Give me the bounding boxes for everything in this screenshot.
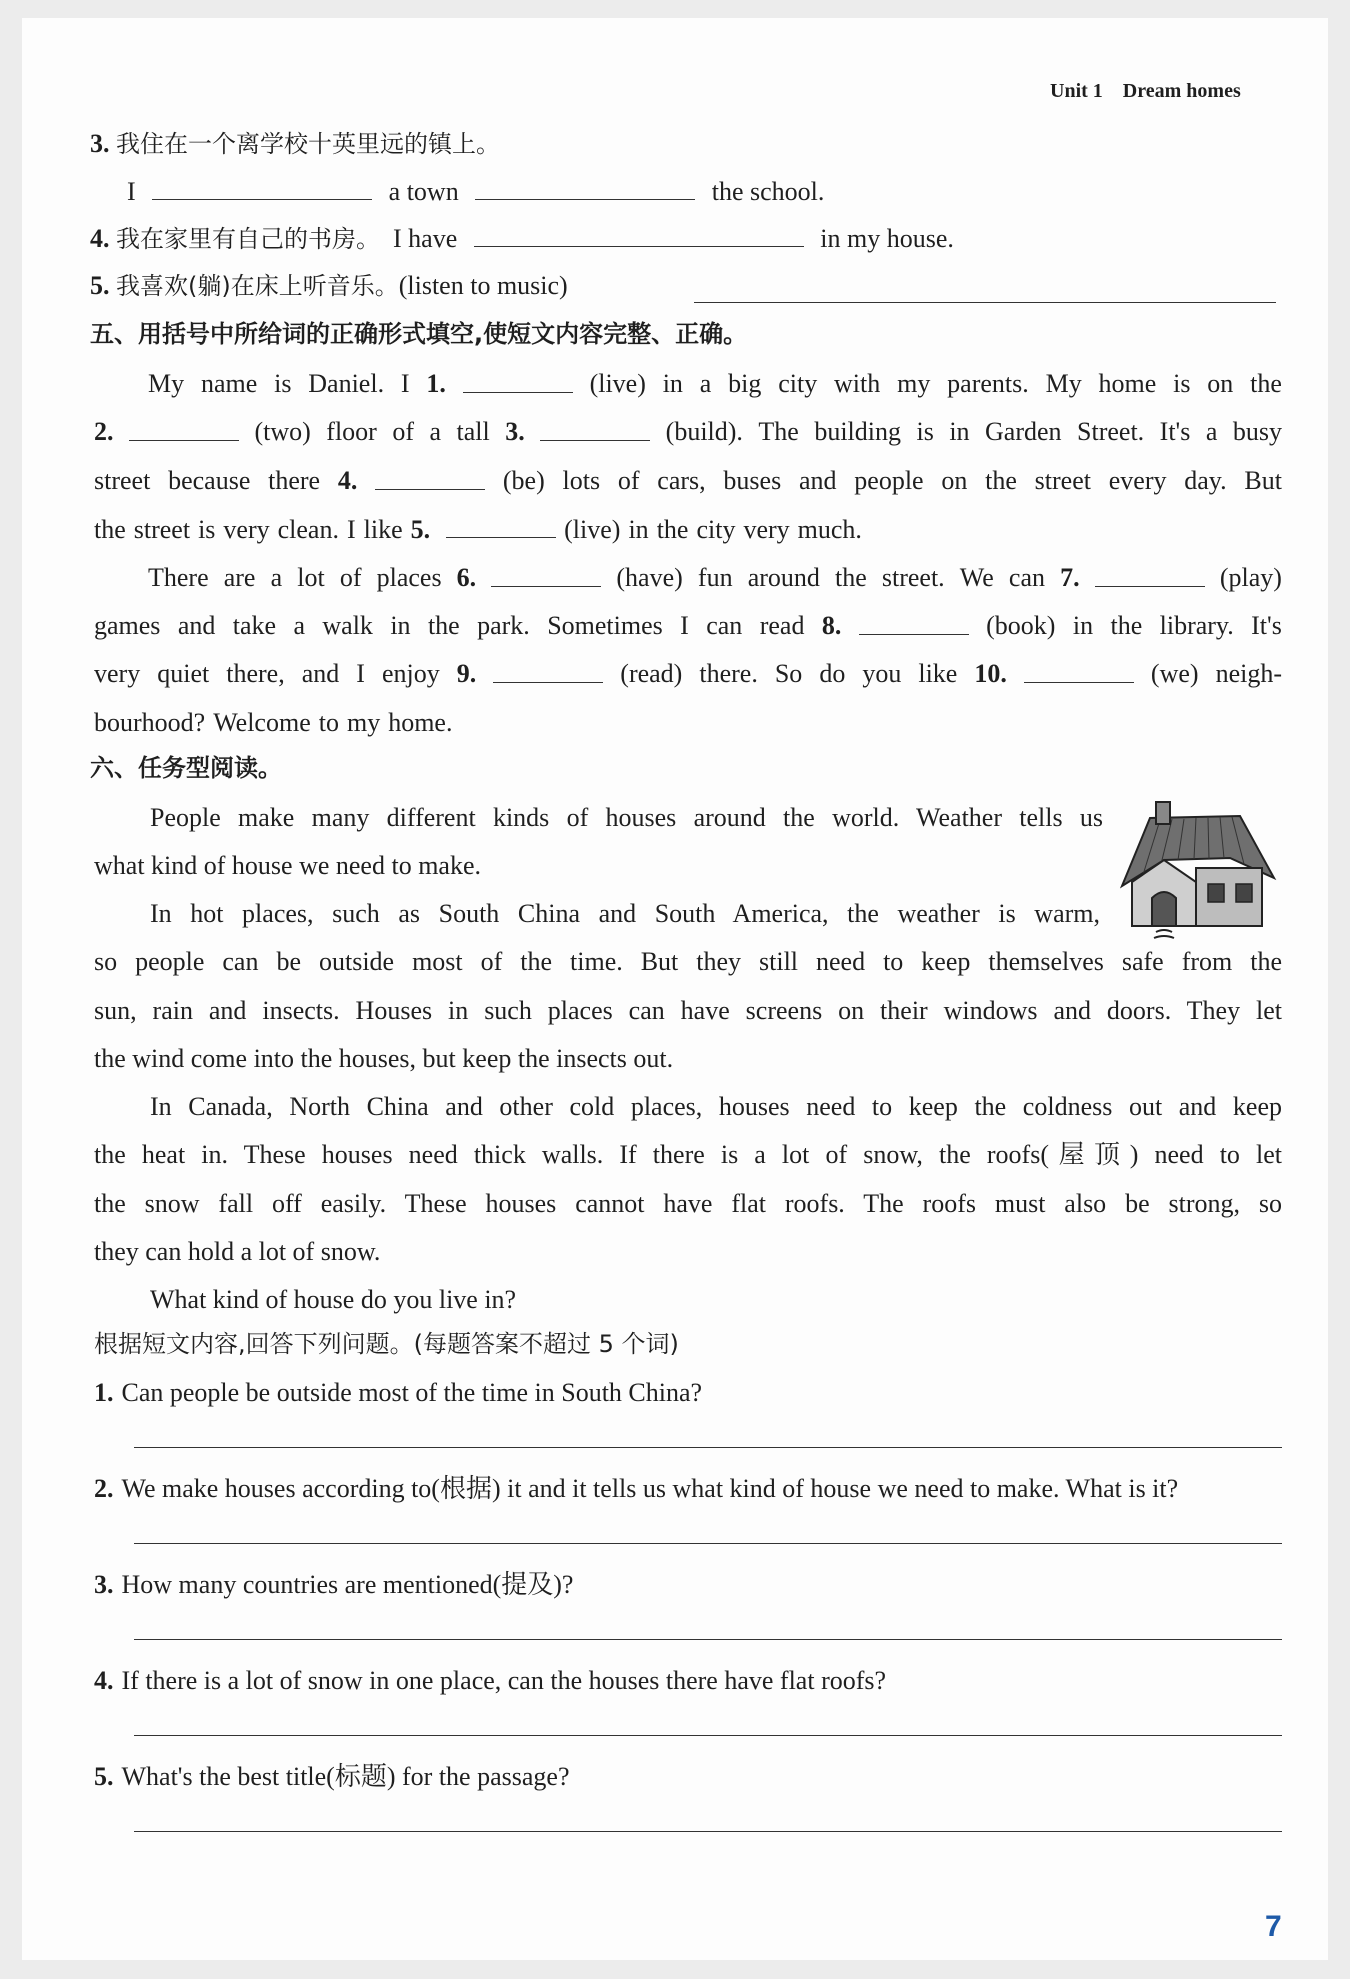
answer-line[interactable] bbox=[134, 1447, 1282, 1448]
word: in bbox=[1072, 611, 1094, 640]
word: in bbox=[949, 417, 970, 446]
reading-line: the snow fall off easily. These houses cannot have flat roofs. The roofs must also be strong, so bbox=[94, 1189, 1282, 1218]
translation-q3: 3. 我住在一个离学校十英里远的镇上。 bbox=[90, 129, 500, 158]
word: park. bbox=[477, 611, 530, 640]
word: tall bbox=[456, 417, 490, 446]
word: a bbox=[429, 417, 442, 446]
blank-number: 4. bbox=[337, 466, 358, 495]
word: parents. bbox=[947, 369, 1029, 398]
reading-line: People make many different kinds of houses around the world. Weather tells us bbox=[150, 803, 1103, 832]
word: My bbox=[148, 369, 185, 398]
word: very bbox=[223, 515, 270, 544]
question-number: 1. bbox=[94, 1378, 114, 1407]
word: I bbox=[400, 369, 410, 398]
word: the bbox=[1110, 611, 1143, 640]
word: We bbox=[959, 563, 994, 592]
word: street bbox=[94, 466, 151, 495]
word: do bbox=[819, 659, 846, 688]
word: walk bbox=[322, 611, 373, 640]
answer-line[interactable] bbox=[694, 302, 1276, 303]
word: like bbox=[363, 515, 403, 544]
word: are bbox=[223, 563, 256, 592]
word: much. bbox=[797, 515, 862, 544]
question-text: If there is a lot of snow in one place, can the houses there have flat roofs? bbox=[121, 1666, 887, 1695]
unit-header bbox=[1050, 80, 1241, 103]
page-number: 7 bbox=[1265, 1910, 1282, 1943]
word: in bbox=[662, 369, 683, 398]
word: the bbox=[94, 515, 126, 544]
word: and bbox=[177, 611, 216, 640]
word: buses bbox=[723, 466, 782, 495]
word: bourhood? bbox=[94, 708, 206, 737]
reading-line: sun, rain and insects. Houses in such places can have screens on their windows and doors. They let bbox=[94, 996, 1282, 1025]
answer-line[interactable] bbox=[134, 1735, 1282, 1736]
blank-number: 10. bbox=[974, 659, 1007, 688]
reading-line: In hot places, such as South China and South America, the weather is warm, bbox=[150, 899, 1100, 928]
blank[interactable] bbox=[859, 610, 969, 635]
question-number: 5. bbox=[94, 1762, 114, 1791]
word: and bbox=[798, 466, 837, 495]
reading-line: the wind come into the houses, but keep the insects out. bbox=[94, 1044, 674, 1073]
word: a bbox=[1205, 417, 1218, 446]
word: take bbox=[232, 611, 277, 640]
blank[interactable] bbox=[375, 465, 485, 490]
word: lot bbox=[297, 563, 325, 592]
reading-line: so people can be outside most of the time. But they still need to keep themselves safe from the bbox=[94, 947, 1282, 976]
reading-line: the heat in. These houses need thick walls. If there is a lot of snow, the roofs(屋顶) need to let bbox=[94, 1140, 1282, 1169]
word: The bbox=[758, 417, 799, 446]
question-item bbox=[94, 1569, 573, 1601]
word: (live) bbox=[564, 515, 621, 544]
blank[interactable] bbox=[446, 513, 556, 538]
word: there. bbox=[699, 659, 758, 688]
word: quiet bbox=[157, 659, 210, 688]
blank[interactable] bbox=[475, 175, 695, 200]
word: can bbox=[706, 611, 743, 640]
question-number: 4. bbox=[94, 1666, 114, 1695]
house-illustration bbox=[1112, 798, 1282, 948]
blank-number: 2. bbox=[94, 417, 114, 446]
word: Welcome bbox=[213, 708, 311, 737]
reading-line: they can hold a lot of snow. bbox=[94, 1237, 381, 1266]
reading-line: What kind of house do you live in? bbox=[150, 1285, 517, 1314]
word: like bbox=[918, 659, 958, 688]
blank[interactable] bbox=[493, 658, 603, 683]
word: city bbox=[778, 369, 818, 398]
word: because bbox=[168, 466, 251, 495]
question-number: 3. bbox=[94, 1570, 114, 1599]
passage-line bbox=[94, 610, 1282, 642]
question-item bbox=[94, 1665, 886, 1697]
word: name bbox=[200, 369, 258, 398]
word: people bbox=[854, 466, 924, 495]
word: is bbox=[1173, 369, 1191, 398]
word: fun bbox=[697, 563, 733, 592]
question-number: 2. bbox=[94, 1474, 114, 1503]
word: busy bbox=[1232, 417, 1282, 446]
word: (we) bbox=[1150, 659, 1199, 688]
blank[interactable] bbox=[1024, 658, 1134, 683]
blank[interactable] bbox=[463, 368, 573, 393]
blank[interactable] bbox=[474, 222, 804, 247]
word: to bbox=[318, 708, 339, 737]
word: (book) bbox=[986, 611, 1056, 640]
word: street bbox=[1034, 466, 1091, 495]
word: places bbox=[376, 563, 442, 592]
word: (live) bbox=[589, 369, 646, 398]
translation-q5: 5. 我喜欢(躺)在床上听音乐。(listen to music) bbox=[90, 271, 568, 300]
translation-q4: 4. 我在家里有自己的书房。 I have in my house. bbox=[90, 224, 954, 253]
word: building bbox=[814, 417, 901, 446]
word: But bbox=[1244, 466, 1282, 495]
word: Garden bbox=[985, 417, 1062, 446]
word: and bbox=[301, 659, 340, 688]
word: street bbox=[133, 515, 191, 544]
unit-title: Dream homes bbox=[1122, 80, 1241, 102]
word: of bbox=[392, 417, 414, 446]
word: home. bbox=[388, 708, 453, 737]
blank-number: 5. bbox=[410, 515, 431, 544]
word: (build). bbox=[665, 417, 743, 446]
word: It's bbox=[1251, 611, 1282, 640]
word: big bbox=[728, 369, 762, 398]
word: My bbox=[1045, 369, 1082, 398]
blank-number: 8. bbox=[821, 611, 842, 640]
passage-line bbox=[148, 368, 1282, 400]
section6-instruction: 根据短文内容,回答下列问题。(每题答案不超过 5 个词) bbox=[94, 1330, 679, 1358]
blank-number: 6. bbox=[456, 563, 477, 592]
blank[interactable] bbox=[540, 416, 650, 441]
word: Street. bbox=[1077, 417, 1145, 446]
word: my bbox=[346, 708, 381, 737]
passage-line bbox=[94, 513, 870, 546]
question-item bbox=[94, 1473, 1178, 1505]
word: the bbox=[427, 611, 460, 640]
word: street. bbox=[881, 563, 945, 592]
word: lots bbox=[562, 466, 601, 495]
word: in bbox=[628, 515, 649, 544]
blank[interactable] bbox=[152, 175, 372, 200]
word: a bbox=[293, 611, 305, 640]
word: Sometimes bbox=[547, 611, 663, 640]
passage-line bbox=[94, 658, 1282, 690]
word: Daniel. bbox=[308, 369, 385, 398]
word: neigh- bbox=[1215, 659, 1282, 688]
word: enjoy bbox=[381, 659, 440, 688]
word: floor bbox=[326, 417, 377, 446]
blank[interactable] bbox=[1095, 562, 1205, 587]
word: around bbox=[747, 563, 820, 592]
word: So bbox=[774, 659, 803, 688]
word: (be) bbox=[502, 466, 545, 495]
word: in bbox=[390, 611, 411, 640]
question-text: What's the best title(标题) for the passage? bbox=[121, 1762, 570, 1791]
word: a bbox=[270, 563, 283, 592]
passage-line bbox=[148, 562, 1282, 594]
word: day. bbox=[1184, 466, 1227, 495]
translation-q3-answer: I a town the school. bbox=[127, 177, 825, 206]
word: I bbox=[356, 659, 365, 688]
word: It's bbox=[1159, 417, 1191, 446]
word: every bbox=[1108, 466, 1167, 495]
blank[interactable] bbox=[491, 562, 601, 587]
answer-line[interactable] bbox=[134, 1543, 1282, 1544]
unit-label: Unit 1 bbox=[1050, 80, 1103, 102]
blank-number: 9. bbox=[456, 659, 477, 688]
word: I bbox=[680, 611, 689, 640]
word: can bbox=[1008, 563, 1045, 592]
word: on bbox=[941, 466, 968, 495]
word: very bbox=[743, 515, 790, 544]
word: with bbox=[834, 369, 881, 398]
word: of bbox=[339, 563, 362, 592]
word: on bbox=[1207, 369, 1234, 398]
word: a bbox=[699, 369, 712, 398]
word: city bbox=[696, 515, 736, 544]
answer-line[interactable] bbox=[134, 1831, 1282, 1832]
word: There bbox=[148, 563, 209, 592]
word: (have) bbox=[616, 563, 683, 592]
blank[interactable] bbox=[129, 416, 239, 441]
word: I bbox=[346, 515, 356, 544]
answer-line[interactable] bbox=[134, 1639, 1282, 1640]
word: is bbox=[198, 515, 216, 544]
word: there bbox=[268, 466, 321, 495]
word: the bbox=[1250, 369, 1282, 398]
word: clean. bbox=[277, 515, 339, 544]
word: is bbox=[916, 417, 934, 446]
section6-title: 六、任务型阅读。 bbox=[90, 754, 282, 782]
question-text: Can people be outside most of the time in South China? bbox=[121, 1378, 703, 1407]
word: cars, bbox=[657, 466, 706, 495]
word: my bbox=[897, 369, 931, 398]
word: library. bbox=[1159, 611, 1234, 640]
word: there, bbox=[226, 659, 285, 688]
question-item bbox=[94, 1377, 702, 1409]
word: (play) bbox=[1219, 563, 1282, 592]
word: (two) bbox=[254, 417, 311, 446]
section5-title: 五、用括号中所给词的正确形式填空,使短文内容完整、正确。 bbox=[90, 320, 748, 348]
word: read bbox=[759, 611, 805, 640]
blank-number: 3. bbox=[505, 417, 525, 446]
question-item bbox=[94, 1761, 569, 1793]
passage-line bbox=[94, 465, 1282, 497]
reading-line: what kind of house we need to make. bbox=[94, 851, 482, 880]
passage-line bbox=[94, 707, 460, 739]
word: of bbox=[617, 466, 640, 495]
word: you bbox=[862, 659, 902, 688]
word: games bbox=[94, 611, 161, 640]
reading-line: In Canada, North China and other cold places, houses need to keep the coldness out and keep bbox=[150, 1092, 1282, 1121]
blank-number: 7. bbox=[1060, 563, 1080, 592]
word: is bbox=[274, 369, 292, 398]
word: home bbox=[1098, 369, 1157, 398]
question-text: We make houses according to(根据) it and it tells us what kind of house we need to make. What is it? bbox=[121, 1474, 1179, 1503]
passage-line bbox=[94, 416, 1282, 448]
word: the bbox=[985, 466, 1017, 495]
question-text: How many countries are mentioned(提及)? bbox=[121, 1570, 574, 1599]
word: (read) bbox=[620, 659, 683, 688]
word: the bbox=[835, 563, 867, 592]
blank-number: 1. bbox=[426, 369, 446, 398]
word: very bbox=[94, 659, 141, 688]
word: the bbox=[656, 515, 689, 544]
